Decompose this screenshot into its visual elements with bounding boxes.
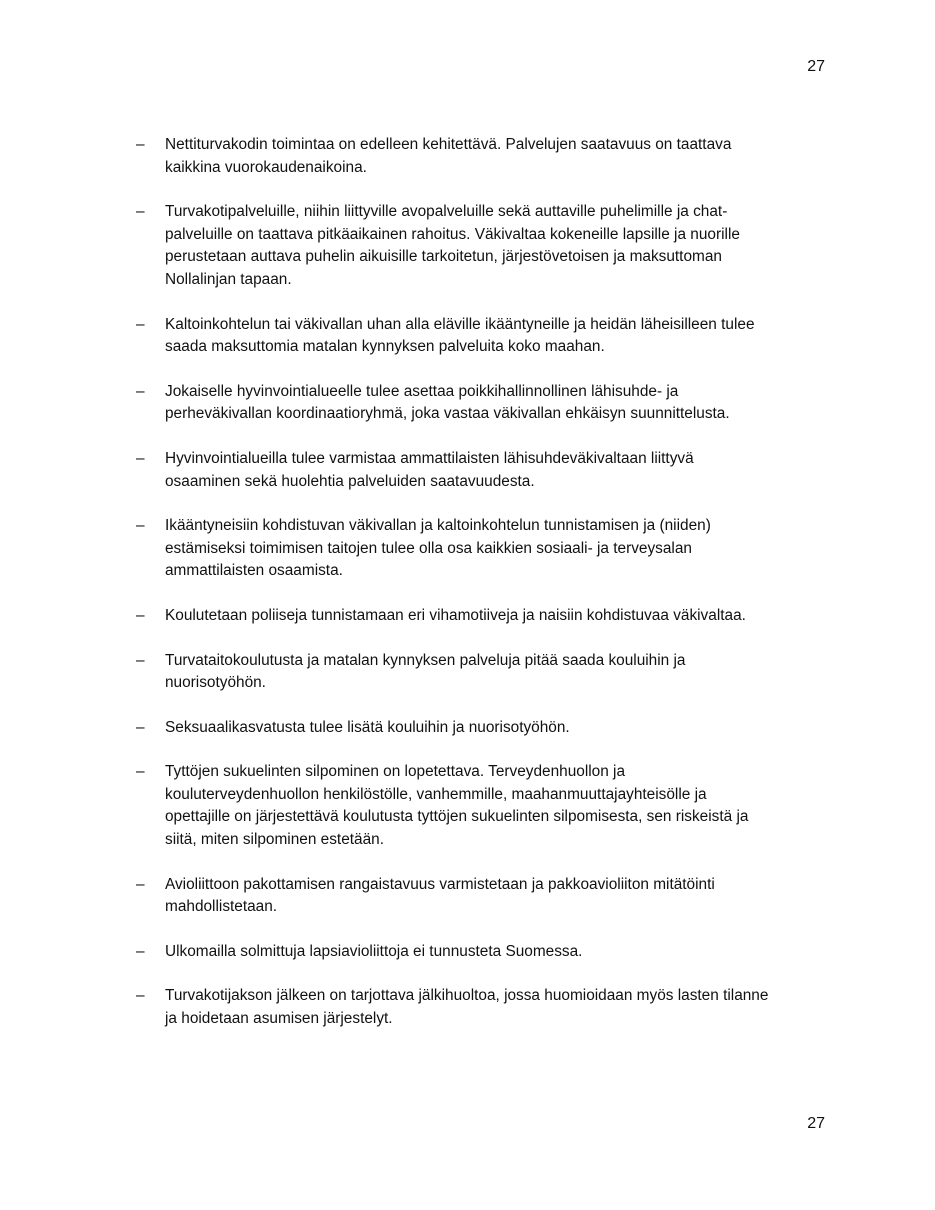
list-item-line: Jokaiselle hyvinvointialueelle tulee asettaa poikkihallinnollinen lähisuhde- ja <box>165 382 679 400</box>
list-item <box>136 314 836 359</box>
bullet-marker: – <box>136 718 145 736</box>
list-item-line: Koulutetaan poliiseja tunnistamaan eri vihamotiiveja ja naisiin kohdistuvaa väkivaltaa. <box>165 606 746 624</box>
bullet-marker: – <box>136 382 145 400</box>
list-item-line: Turvakotijakson jälkeen on tarjottava jälkihuoltoa, jossa huomioidaan myös lasten tilanne <box>165 987 769 1005</box>
list-item-line: mahdollistetaan. <box>165 898 278 916</box>
list-item-line: perustetaan auttava puhelin aikuisille tarkoitetun, järjestövetoisen ja maksuttoman <box>165 248 722 266</box>
list-item-line: Seksuaalikasvatusta tulee lisätä kouluihin ja nuorisotyöhön. <box>165 718 570 736</box>
list-item <box>136 515 836 583</box>
list-item-line: opettajille on järjestettävä koulutusta tyttöjen sukuelinten silpomisesta, sen riskeistä ja <box>165 808 749 826</box>
bullet-marker: – <box>136 987 145 1005</box>
list-item <box>136 134 836 179</box>
bullet-marker: – <box>136 449 145 467</box>
list-item <box>136 941 836 964</box>
bullet-marker: – <box>136 136 145 153</box>
list-item-line: kaikkina vuorokaudenaikoina. <box>165 158 367 176</box>
list-item <box>136 201 836 291</box>
list-item-line: ja hoidetaan asumisen järjestelyt. <box>165 1010 393 1028</box>
list-item <box>136 381 836 426</box>
list-item-line: estämiseksi toimimisen taitojen tulee olla osa kaikkien sosiaali- ja terveysalan <box>165 539 692 557</box>
bullet-list <box>136 134 836 1053</box>
bullet-marker: – <box>136 203 145 221</box>
list-item-line: Kaltoinkohtelun tai väkivallan uhan alla eläville ikääntyneille ja heidän läheisilleen tulee <box>165 315 755 333</box>
bullet-marker: – <box>136 875 145 893</box>
list-item <box>136 650 836 695</box>
page-number-bottom: 27 <box>807 1115 825 1132</box>
bullet-marker: – <box>136 763 145 781</box>
list-item-line: Tyttöjen sukuelinten silpominen on lopetettava. Terveydenhuollon ja <box>165 763 626 781</box>
bullet-marker: – <box>136 651 145 669</box>
list-item-line: Hyvinvointialueilla tulee varmistaa ammattilaisten lähisuhdeväkivaltaan liittyvä <box>165 449 694 467</box>
list-item-line: Turvataitokoulutusta ja matalan kynnyksen palveluja pitää saada kouluihin ja <box>165 651 686 669</box>
bullet-marker: – <box>136 517 145 535</box>
list-item <box>136 761 836 851</box>
list-item-line: Ulkomailla solmittuja lapsiavioliittoja ei tunnusteta Suomessa. <box>165 942 583 960</box>
bullet-marker: – <box>136 315 145 333</box>
list-item-line: Nollalinjan tapaan. <box>165 270 292 288</box>
page-number-top: 27 <box>807 58 825 75</box>
list-item-line: Ikääntyneisiin kohdistuvan väkivallan ja kaltoinkohtelun tunnistamisen ja (niiden) <box>165 517 711 535</box>
list-item-line: perheväkivallan koordinaatioryhmä, joka vastaa väkivallan ehkäisyn suunnittelusta. <box>165 405 730 423</box>
list-item <box>136 874 836 919</box>
list-item <box>136 985 836 1030</box>
list-item <box>136 605 836 628</box>
bullet-marker: – <box>136 942 145 960</box>
list-item-line: siitä, miten silpominen estetään. <box>165 831 385 849</box>
list-item-line: kouluterveydenhuollon henkilöstölle, vanhemmille, maahanmuuttajayhteisölle ja <box>165 785 707 803</box>
list-item-line: ammattilaisten osaamista. <box>165 562 343 580</box>
list-item-line: Nettiturvakodin toimintaa on edelleen kehitettävä. Palvelujen saatavuus on taattava <box>165 136 732 153</box>
list-item-line: saada maksuttomia matalan kynnyksen palveluita koko maahan. <box>165 338 605 356</box>
list-item-line: Avioliittoon pakottamisen rangaistavuus varmistetaan ja pakkoavioliiton mitätöinti <box>165 875 715 893</box>
bullet-marker: – <box>136 606 145 624</box>
list-item-line: osaaminen sekä huolehtia palveluiden saatavuudesta. <box>165 472 535 490</box>
list-item-line: nuorisotyöhön. <box>165 674 266 692</box>
list-item-line: palveluille on taattava pitkäaikainen rahoitus. Väkivaltaa kokeneille lapsille ja nuorille <box>165 225 740 243</box>
list-item <box>136 717 836 740</box>
list-item <box>136 448 836 493</box>
list-item-line: Turvakotipalveluille, niihin liittyville avopalveluille sekä auttaville puhelimille ja chat- <box>165 203 728 221</box>
